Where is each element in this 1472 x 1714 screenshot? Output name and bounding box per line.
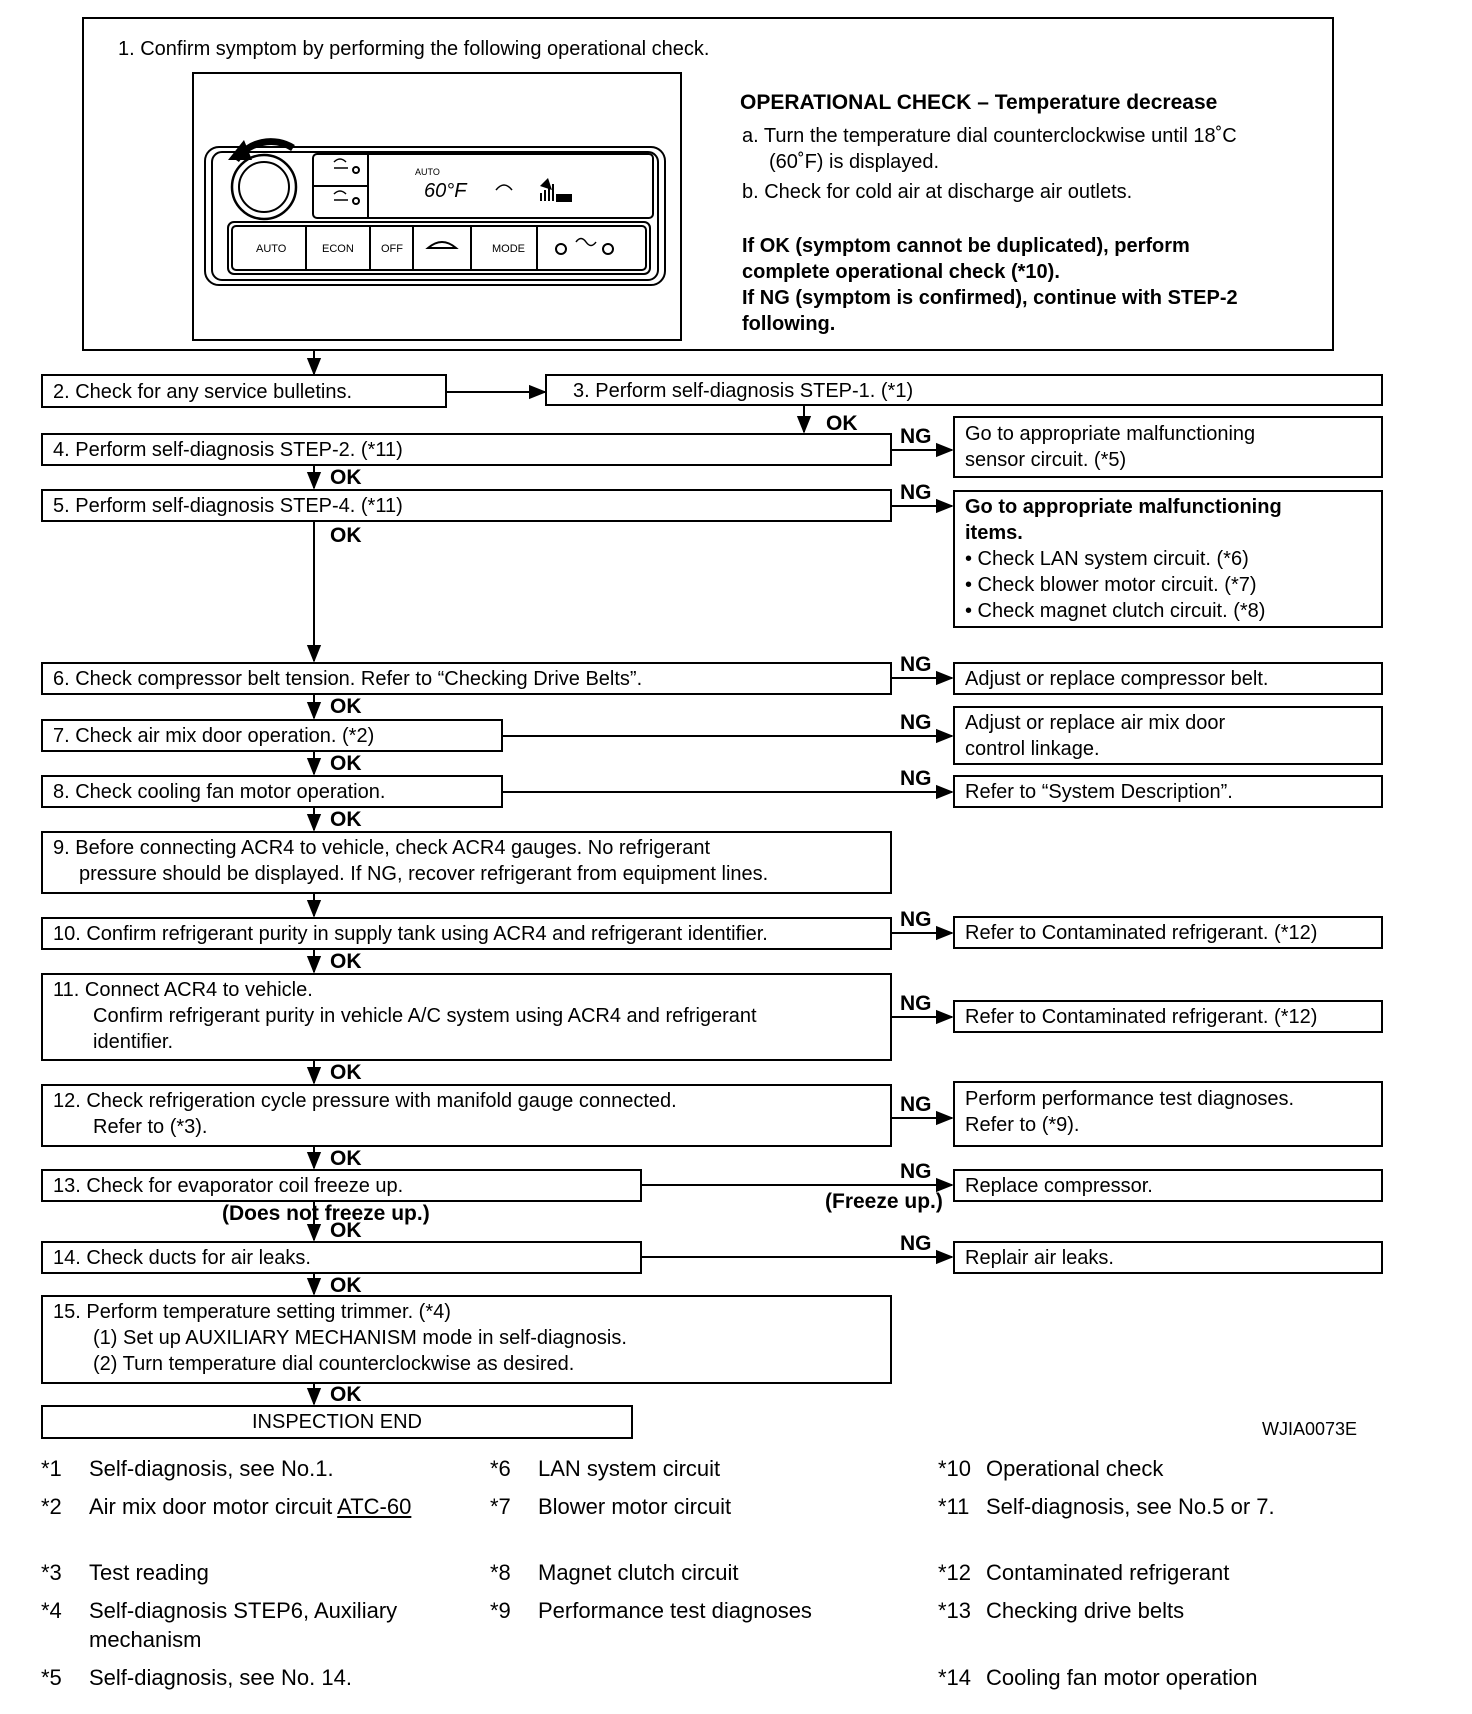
ok-label-8: OK (330, 808, 362, 831)
footnote-text: Contaminated refrigerant (986, 1560, 1230, 1585)
footnote-text: Self-diagnosis, see No. 14. (89, 1665, 352, 1690)
result5-line1: Go to appropriate malfunctioning (965, 496, 1282, 518)
panel-econ-button: ECON (322, 243, 354, 255)
footnote-text: Performance test diagnoses (538, 1598, 812, 1623)
ok-label-10: OK (330, 950, 362, 973)
ok-label-6: OK (330, 695, 362, 718)
footnote-text: Self-diagnosis, see No.5 or 7. (986, 1494, 1275, 1519)
ok-label-15: OK (330, 1383, 362, 1406)
result5-item-lan: • Check LAN system circuit. (*6) (965, 548, 1249, 570)
step15-box (41, 1295, 892, 1384)
step9-line2: pressure should be displayed. If NG, recover refrigerant from equipment lines. (79, 863, 769, 885)
ok-label-14: OK (330, 1274, 362, 1297)
step5-box: 5. Perform self-diagnosis STEP-4. (*11) (41, 489, 892, 522)
result5-line2: items. (965, 522, 1023, 544)
footnote-text: Checking drive belts (986, 1598, 1185, 1623)
op-check-a2: (60˚F) is displayed. (769, 151, 940, 173)
step4-box: 4. Perform self-diagnosis STEP-2. (*11) (41, 433, 892, 466)
step2-box: 2. Check for any service bulletins. (41, 374, 447, 408)
ok-label-5: OK (330, 524, 362, 547)
footnote-key: *8 (490, 1560, 511, 1585)
ng-label-7: NG (900, 711, 932, 734)
ok-label-7: OK (330, 752, 362, 775)
ng-label-11: NG (900, 992, 932, 1015)
no-freeze-label: (Does not freeze up.) (222, 1202, 430, 1225)
footnote-key: *14 (938, 1665, 972, 1690)
result7-box (953, 706, 1383, 765)
ok-label-11: OK (330, 1061, 362, 1084)
panel-temp-display: 60°F (424, 180, 467, 202)
step14-box: 14. Check ducts for air leaks. (41, 1241, 642, 1274)
op-check-b: b. Check for cold air at discharge air outlets. (742, 181, 1133, 203)
step1-title: 1. Confirm symptom by performing the following operational check. (118, 38, 710, 60)
result5-box (953, 490, 1383, 628)
footnote-key: *12 (938, 1560, 972, 1585)
result8-box: Refer to “System Description”. (953, 775, 1383, 808)
result5-item-clutch: • Check magnet clutch circuit. (*8) (965, 600, 1266, 622)
op-check-ok2: complete operational check (*10). (742, 261, 1060, 283)
result12-box (953, 1081, 1383, 1147)
step9-line1: 9. Before connecting ACR4 to vehicle, check ACR4 gauges. No refrigerant (53, 837, 711, 859)
ng-label-4: NG (900, 425, 932, 448)
ng-label-14: NG (900, 1232, 932, 1255)
ng-label-6: NG (900, 653, 932, 676)
footnote-key: *2 (41, 1494, 62, 1519)
result7-line1: Adjust or replace air mix door (965, 712, 1226, 734)
freeze-label: (Freeze up.) (825, 1190, 943, 1213)
ng-label-10: NG (900, 908, 932, 931)
footnote-text: Test reading (89, 1560, 209, 1585)
step6-box: 6. Check compressor belt tension. Refer to “Checking Drive Belts”. (41, 662, 892, 695)
footnote-text-cont: mechanism (89, 1627, 202, 1652)
ok-label-13: OK (330, 1219, 362, 1242)
step11-line3: identifier. (93, 1031, 174, 1053)
result6-box: Adjust or replace compressor belt. (953, 662, 1383, 695)
result10-box: Refer to Contaminated refrigerant. (*12) (953, 916, 1383, 949)
ok-label-12: OK (330, 1147, 362, 1170)
footnote-text-part: Air mix door motor circuit (89, 1494, 338, 1519)
step11-line1: 11. Connect ACR4 to vehicle. (53, 979, 313, 1001)
panel-auto-button: AUTO (256, 243, 287, 255)
result12-line2: Refer to (*9). (965, 1114, 1080, 1136)
ok-label-4: OK (330, 466, 362, 489)
step12-box (41, 1084, 892, 1147)
op-check-a1: a. Turn the temperature dial counterclockwise until 18˚C (742, 125, 1237, 147)
step11-line2: Confirm refrigerant purity in vehicle A/C system using ACR4 and refrigerant (93, 1005, 757, 1027)
panel-mode-button: MODE (492, 243, 525, 255)
footnote-link-atc60[interactable]: ATC-60 (337, 1494, 412, 1519)
step3-box: 3. Perform self-diagnosis STEP-1. (*1) (545, 374, 1383, 406)
footnote-text: Blower motor circuit (538, 1494, 732, 1519)
result4-box (953, 416, 1383, 478)
inspection-end-box: INSPECTION END (41, 1405, 633, 1439)
footnote-text: Cooling fan motor operation (986, 1665, 1258, 1690)
result14-box: Replair air leaks. (953, 1241, 1383, 1274)
op-check-ng2: following. (742, 313, 836, 335)
op-check-heading: OPERATIONAL CHECK – Temperature decrease (740, 91, 1218, 114)
step12-line2: Refer to (*3). (93, 1116, 208, 1138)
footnote-key: *4 (41, 1598, 62, 1623)
ng-label-5: NG (900, 481, 932, 504)
footnote-key: *13 (938, 1598, 972, 1623)
footnote-text: Operational check (986, 1456, 1164, 1481)
figure-code: WJIA0073E (1262, 1419, 1358, 1439)
step11-box (41, 973, 892, 1061)
footnote-key: *7 (490, 1494, 511, 1519)
footnote-key: *5 (41, 1665, 62, 1690)
op-check-ng1: If NG (symptom is confirmed), continue with STEP-2 (742, 287, 1238, 309)
footnote-key: *9 (490, 1598, 511, 1623)
panel-auto-indicator: AUTO (415, 167, 440, 177)
step15-line3: (2) Turn temperature dial counterclockwise as desired. (93, 1353, 575, 1375)
panel-off-button: OFF (381, 243, 403, 255)
result7-line2: control linkage. (965, 738, 1100, 760)
result11-box: Refer to Contaminated refrigerant. (*12) (953, 1000, 1383, 1033)
footnote-text: Self-diagnosis STEP6, Auxiliary (89, 1598, 398, 1623)
footnote-key: *10 (938, 1456, 972, 1481)
step15-line1: 15. Perform temperature setting trimmer. (*4) (53, 1301, 451, 1323)
footnote-text: Self-diagnosis, see No.1. (89, 1456, 334, 1481)
result5-item-blower: • Check blower motor circuit. (*7) (965, 574, 1257, 596)
result12-line1: Perform performance test diagnoses. (965, 1088, 1295, 1110)
footnote-key: *3 (41, 1560, 62, 1585)
footnote-key: *1 (41, 1456, 62, 1481)
ok-label-3: OK (826, 412, 858, 435)
step10-box: 10. Confirm refrigerant purity in supply tank using ACR4 and refrigerant identifier. (41, 917, 892, 950)
step13-box: 13. Check for evaporator coil freeze up. (41, 1169, 642, 1202)
result4-line2: sensor circuit. (*5) (965, 449, 1127, 471)
step7-box: 7. Check air mix door operation. (*2) (41, 719, 503, 752)
footnote-key: *11 (938, 1494, 970, 1519)
ng-label-8: NG (900, 767, 932, 790)
step9-box (41, 831, 892, 894)
result4-line1: Go to appropriate malfunctioning (965, 423, 1256, 445)
footnote-text (89, 1492, 411, 1522)
footnote-text: Magnet clutch circuit (538, 1560, 739, 1585)
ng-label-13: NG (900, 1160, 932, 1183)
result13-box: Replace compressor. (953, 1169, 1383, 1202)
step12-line1: 12. Check refrigeration cycle pressure with manifold gauge connected. (53, 1090, 677, 1112)
step15-line2: (1) Set up AUXILIARY MECHANISM mode in self-diagnosis. (93, 1327, 627, 1349)
footnote-key: *6 (490, 1456, 511, 1481)
step8-box: 8. Check cooling fan motor operation. (41, 775, 503, 808)
footnote-text: LAN system circuit (538, 1456, 721, 1481)
op-check-ok1: If OK (symptom cannot be duplicated), perform (742, 235, 1190, 257)
ng-label-12: NG (900, 1093, 932, 1116)
